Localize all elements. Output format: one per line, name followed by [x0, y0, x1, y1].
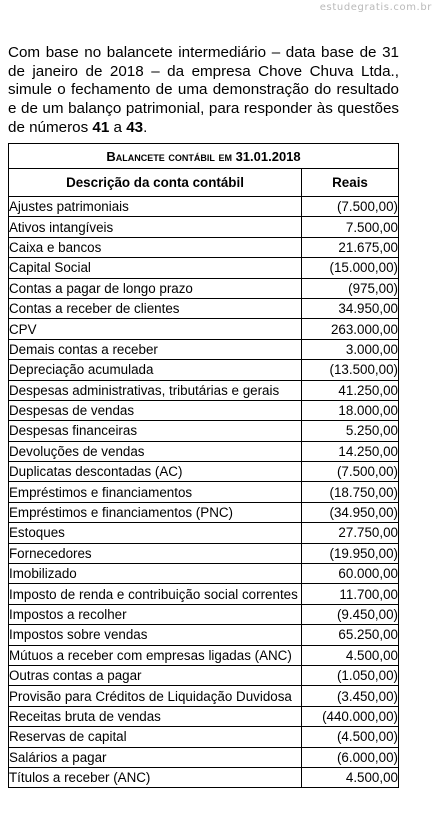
intro-paragraph [8, 44, 399, 137]
account-description: Depreciação acumulada [9, 360, 302, 380]
account-description: Impostos sobre vendas [9, 625, 302, 645]
account-value: 3.000,00 [302, 339, 399, 359]
question-start: 41 [92, 118, 110, 136]
table-row [9, 258, 399, 278]
table-row [9, 625, 399, 645]
account-value: 11.700,00 [302, 584, 399, 604]
table-row [9, 665, 399, 685]
table-row [9, 441, 399, 461]
table-header-row [9, 169, 399, 197]
account-value: (3.450,00) [302, 686, 399, 706]
table-row [9, 645, 399, 665]
account-description: Imobilizado [9, 564, 302, 584]
table-caption-row [9, 144, 399, 169]
table-row [9, 543, 399, 563]
account-description: Demais contas a receber [9, 339, 302, 359]
account-description: Despesas financeiras [9, 421, 302, 441]
account-value: 41.250,00 [302, 380, 399, 400]
account-value: 14.250,00 [302, 441, 399, 461]
account-value: (15.000,00) [302, 258, 399, 278]
account-value: 27.750,00 [302, 523, 399, 543]
table-row [9, 564, 399, 584]
intro-connector: a [109, 118, 127, 136]
table-row [9, 421, 399, 441]
account-description: Caixa e bancos [9, 237, 302, 257]
table-row [9, 482, 399, 502]
account-value: 7.500,00 [302, 217, 399, 237]
account-description: Fornecedores [9, 543, 302, 563]
trial-balance-table [8, 143, 399, 788]
account-value: 263.000,00 [302, 319, 399, 339]
table-row [9, 706, 399, 726]
table-title: Balancete contábil em 31.01.2018 [9, 144, 399, 169]
table-row [9, 523, 399, 543]
table-row [9, 237, 399, 257]
account-description: Imposto de renda e contribuição social correntes [9, 584, 302, 604]
table-row [9, 360, 399, 380]
account-description: Títulos a receber (ANC) [9, 767, 302, 787]
account-value: 5.250,00 [302, 421, 399, 441]
column-header-value: Reais [302, 169, 399, 197]
table-row [9, 462, 399, 482]
account-value: 18.000,00 [302, 400, 399, 420]
account-value: (7.500,00) [302, 462, 399, 482]
column-header-description: Descrição da conta contábil [9, 169, 302, 197]
account-value: 34.950,00 [302, 298, 399, 318]
account-value: (4.500,00) [302, 727, 399, 747]
account-description: Despesas administrativas, tributárias e gerais [9, 380, 302, 400]
account-value: (1.050,00) [302, 665, 399, 685]
table-row [9, 584, 399, 604]
table-row [9, 400, 399, 420]
table-row [9, 278, 399, 298]
account-value: (13.500,00) [302, 360, 399, 380]
table-row [9, 298, 399, 318]
account-description: Receitas bruta de vendas [9, 706, 302, 726]
table-row [9, 380, 399, 400]
account-description: Provisão para Créditos de Liquidação Duvidosa [9, 686, 302, 706]
table-row [9, 197, 399, 217]
account-description: Estoques [9, 523, 302, 543]
table-row [9, 319, 399, 339]
account-value: (19.950,00) [302, 543, 399, 563]
table-body [9, 197, 399, 788]
account-value: (6.000,00) [302, 747, 399, 767]
account-value: (975,00) [302, 278, 399, 298]
account-value: 4.500,00 [302, 645, 399, 665]
account-value: 4.500,00 [302, 767, 399, 787]
table-row [9, 604, 399, 624]
account-description: Contas a pagar de longo prazo [9, 278, 302, 298]
account-value: 21.675,00 [302, 237, 399, 257]
account-value: (7.500,00) [302, 197, 399, 217]
table-row [9, 686, 399, 706]
table-row [9, 727, 399, 747]
question-end: 43 [126, 118, 144, 136]
account-description: Empréstimos e financiamentos (PNC) [9, 502, 302, 522]
account-description: Empréstimos e financiamentos [9, 482, 302, 502]
account-value: 60.000,00 [302, 564, 399, 584]
account-value: (9.450,00) [302, 604, 399, 624]
account-value: (440.000,00) [302, 706, 399, 726]
account-value: (34.950,00) [302, 502, 399, 522]
intro-text: Com base no balancete intermediário – data base de 31 de janeiro de 2018 – da empresa Chove Chuva Ltda., simule o fechamento de uma demonstração do resultado e de um balanço patrimonial, para responder às questões de números [8, 44, 399, 136]
table-row [9, 217, 399, 237]
intro-end: . [143, 118, 148, 136]
account-description: Ativos intangíveis [9, 217, 302, 237]
account-description: Devoluções de vendas [9, 441, 302, 461]
account-value: 65.250,00 [302, 625, 399, 645]
table-row [9, 339, 399, 359]
account-description: Impostos a recolher [9, 604, 302, 624]
account-description: Salários a pagar [9, 747, 302, 767]
account-description: Ajustes patrimoniais [9, 197, 302, 217]
table-row [9, 747, 399, 767]
table-row [9, 502, 399, 522]
account-description: Duplicatas descontadas (AC) [9, 462, 302, 482]
watermark: estudegratis.com.br [319, 2, 432, 13]
account-description: Contas a receber de clientes [9, 298, 302, 318]
account-description: Despesas de vendas [9, 400, 302, 420]
table-row [9, 767, 399, 787]
account-value: (18.750,00) [302, 482, 399, 502]
account-description: Mútuos a receber com empresas ligadas (ANC) [9, 645, 302, 665]
account-description: Capital Social [9, 258, 302, 278]
account-description: Outras contas a pagar [9, 665, 302, 685]
account-description: CPV [9, 319, 302, 339]
account-description: Reservas de capital [9, 727, 302, 747]
